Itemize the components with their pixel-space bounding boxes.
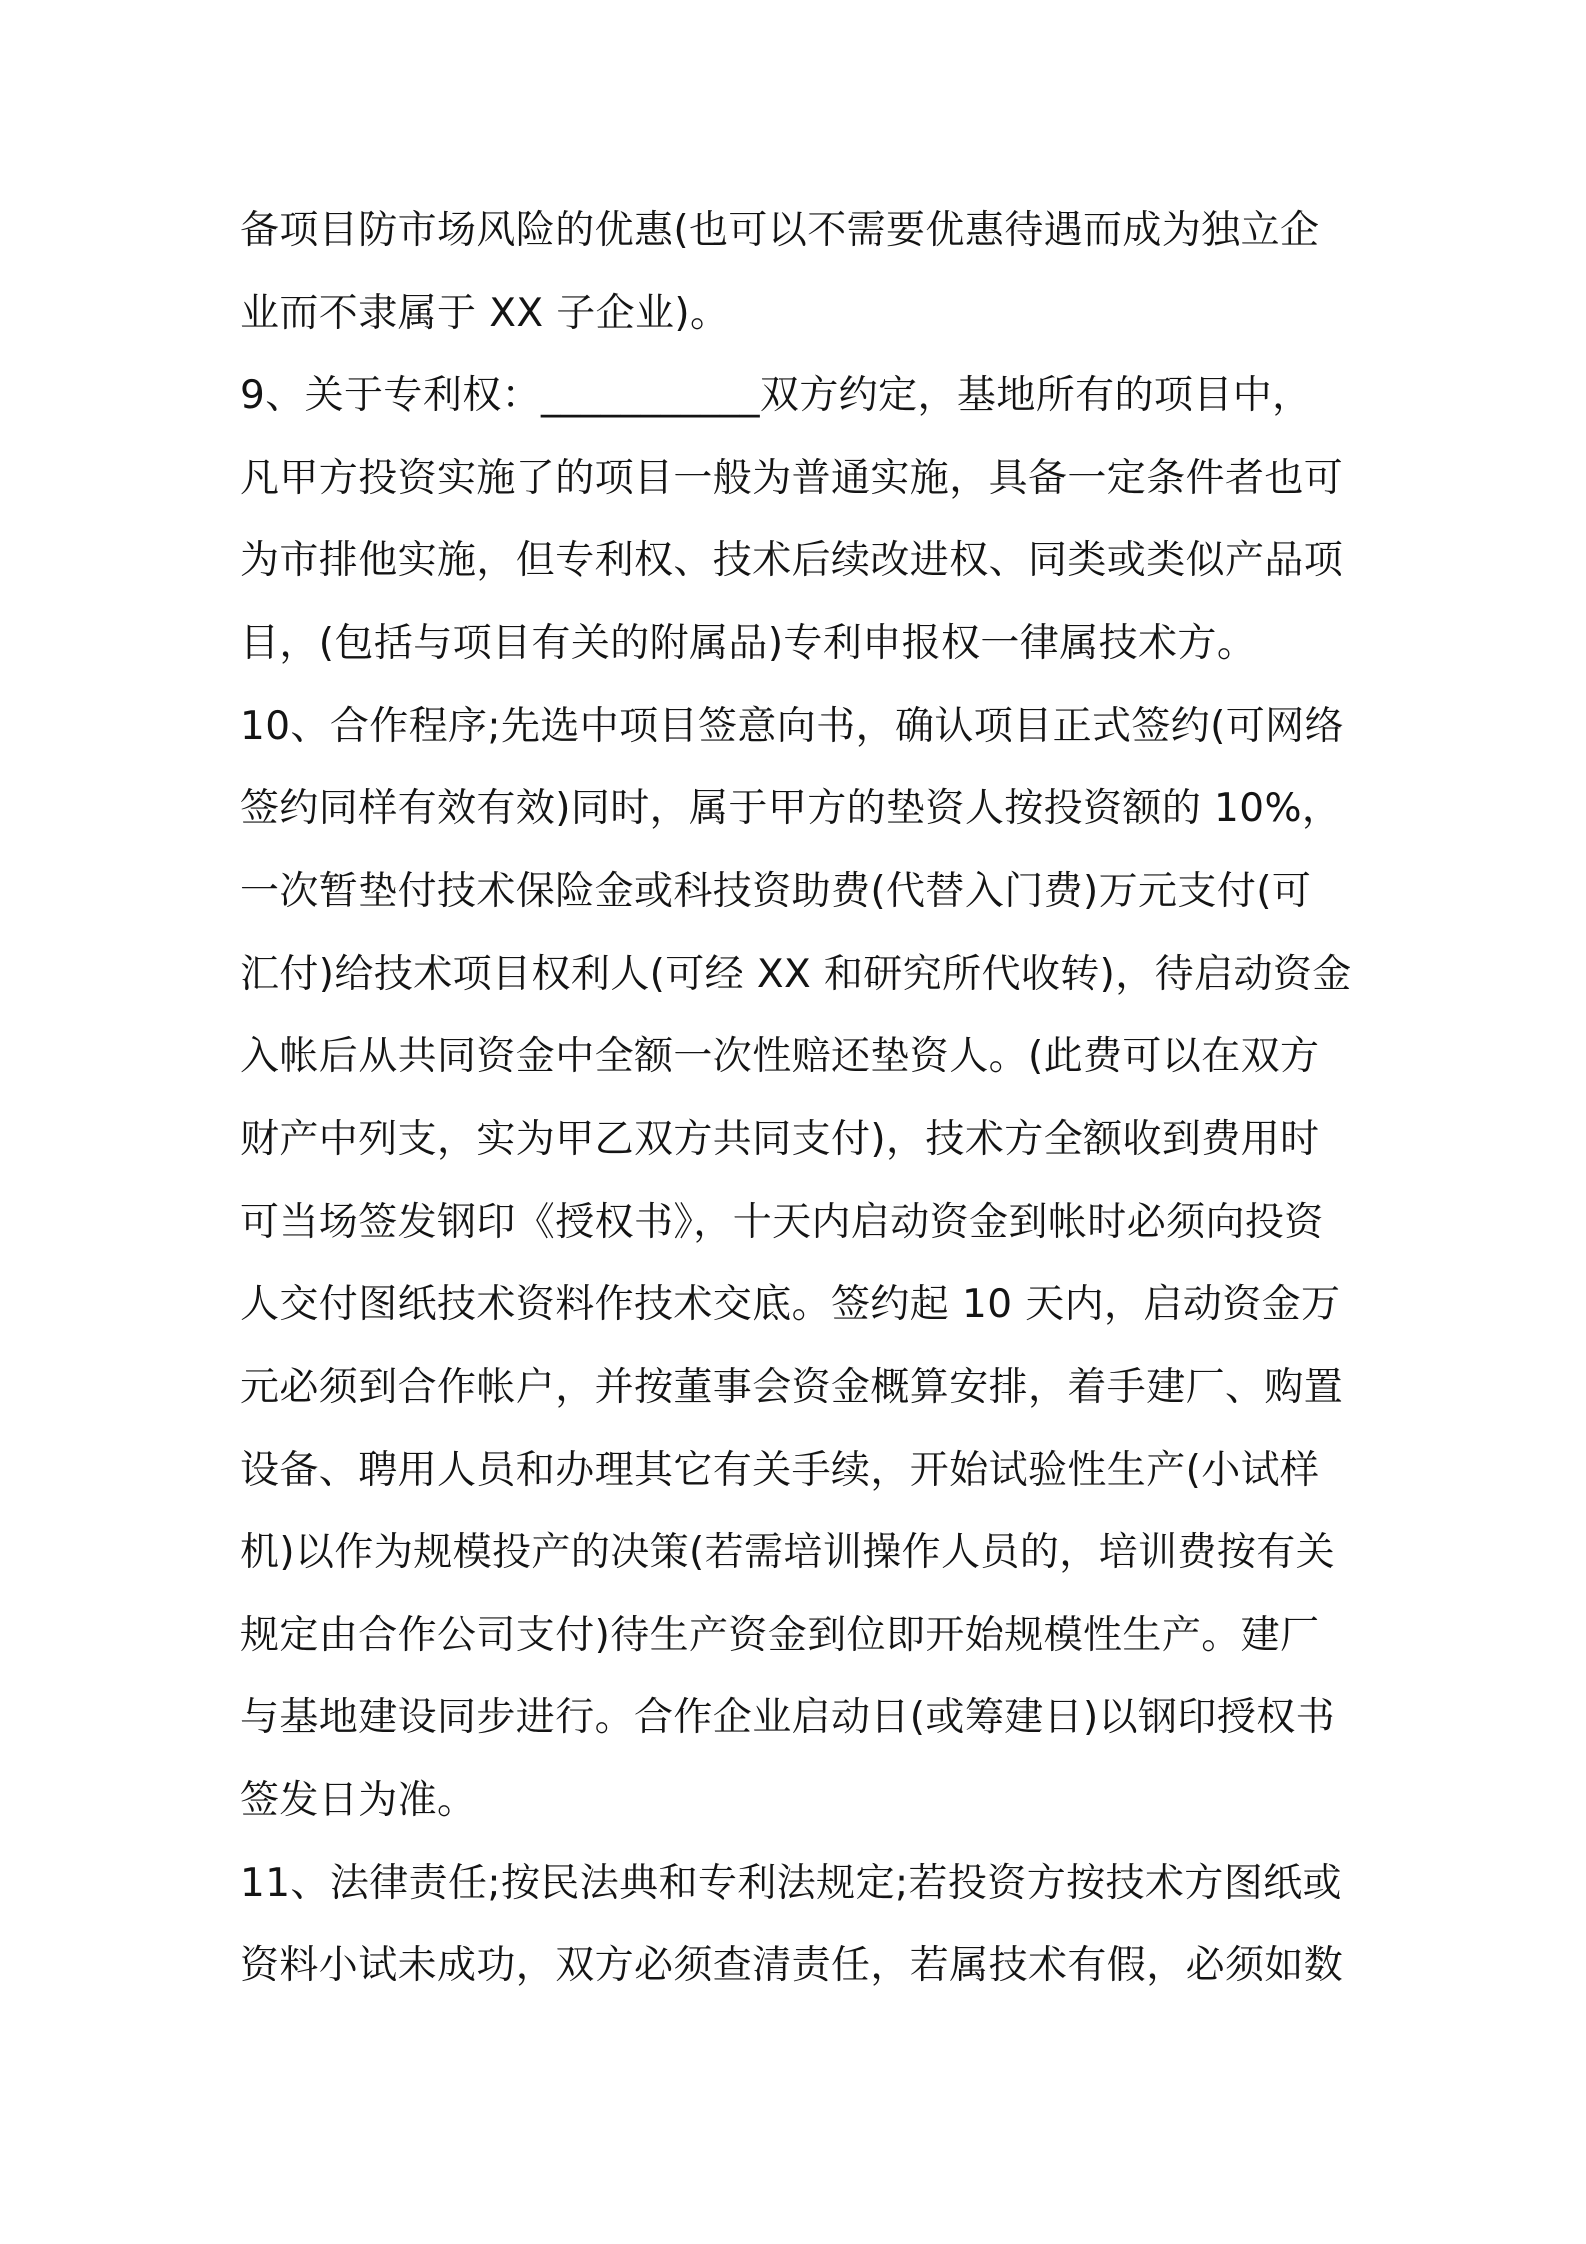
text-line: 元必须到合作帐户，并按董事会资金概算安排，着手建厂、购置	[240, 1365, 1344, 1410]
text-line: 10、合作程序;先选中项目签意向书，确认项目正式签约(可网络	[240, 704, 1344, 749]
text-line: 规定由合作公司支付)待生产资金到位即开始规模性生产。建厂	[240, 1613, 1320, 1658]
text-line: 一次暂垫付技术保险金或科技资助费(代替入门费)万元支付(可	[240, 869, 1312, 914]
text-line: 可当场签发钢印《授权书》，十天内启动资金到帐时必须向投资	[240, 1200, 1324, 1245]
text-line: 入帐后从共同资金中全额一次性赔还垫资人。(此费可以在双方	[240, 1034, 1320, 1079]
text-line: 业而不隶属于 XX 子企业)。	[240, 291, 730, 336]
text-line: 资料小试未成功，双方必须查清责任，若属技术有假，必须如数	[240, 1943, 1344, 1988]
text-line: 人交付图纸技术资料作技术交底。签约起 10 天内，启动资金万	[240, 1282, 1341, 1327]
text-line: 目，(包括与项目有关的附属品)专利申报权一律属技术方。	[240, 621, 1257, 666]
text-line: 与基地建设同步进行。合作企业启动日(或筹建日)以钢印授权书	[240, 1695, 1336, 1740]
text-line: 财产中列支，实为甲乙双方共同支付)，技术方全额收到费用时	[240, 1117, 1320, 1162]
text-line: 汇付)给技术项目权利人(可经 XX 和研究所代收转)，待启动资金	[240, 952, 1352, 997]
text-line: 设备、聘用人员和办理其它有关手续，开始试验性生产(小试样	[240, 1448, 1320, 1493]
text-line: 机)以作为规模投产的决策(若需培训操作人员的，培训费按有关	[240, 1530, 1336, 1575]
text-line: 9、关于专利权：___________双方约定，基地所有的项目中，	[240, 373, 1312, 418]
text-line: 为市排他实施，但专利权、技术后续改进权、同类或类似产品项	[240, 538, 1344, 583]
text-line: 备项目防市场风险的优惠(也可以不需要优惠待遇而成为独立企	[240, 208, 1320, 253]
text-line: 11、法律责任;按民法典和专利法规定;若投资方按技术方图纸或	[240, 1861, 1342, 1906]
text-line: 签约同样有效有效)同时，属于甲方的垫资人按投资额的 10%，	[240, 786, 1342, 831]
text-line: 签发日为准。	[240, 1778, 477, 1823]
text-line: 凡甲方投资实施了的项目一般为普通实施，具备一定条件者也可	[240, 456, 1344, 501]
